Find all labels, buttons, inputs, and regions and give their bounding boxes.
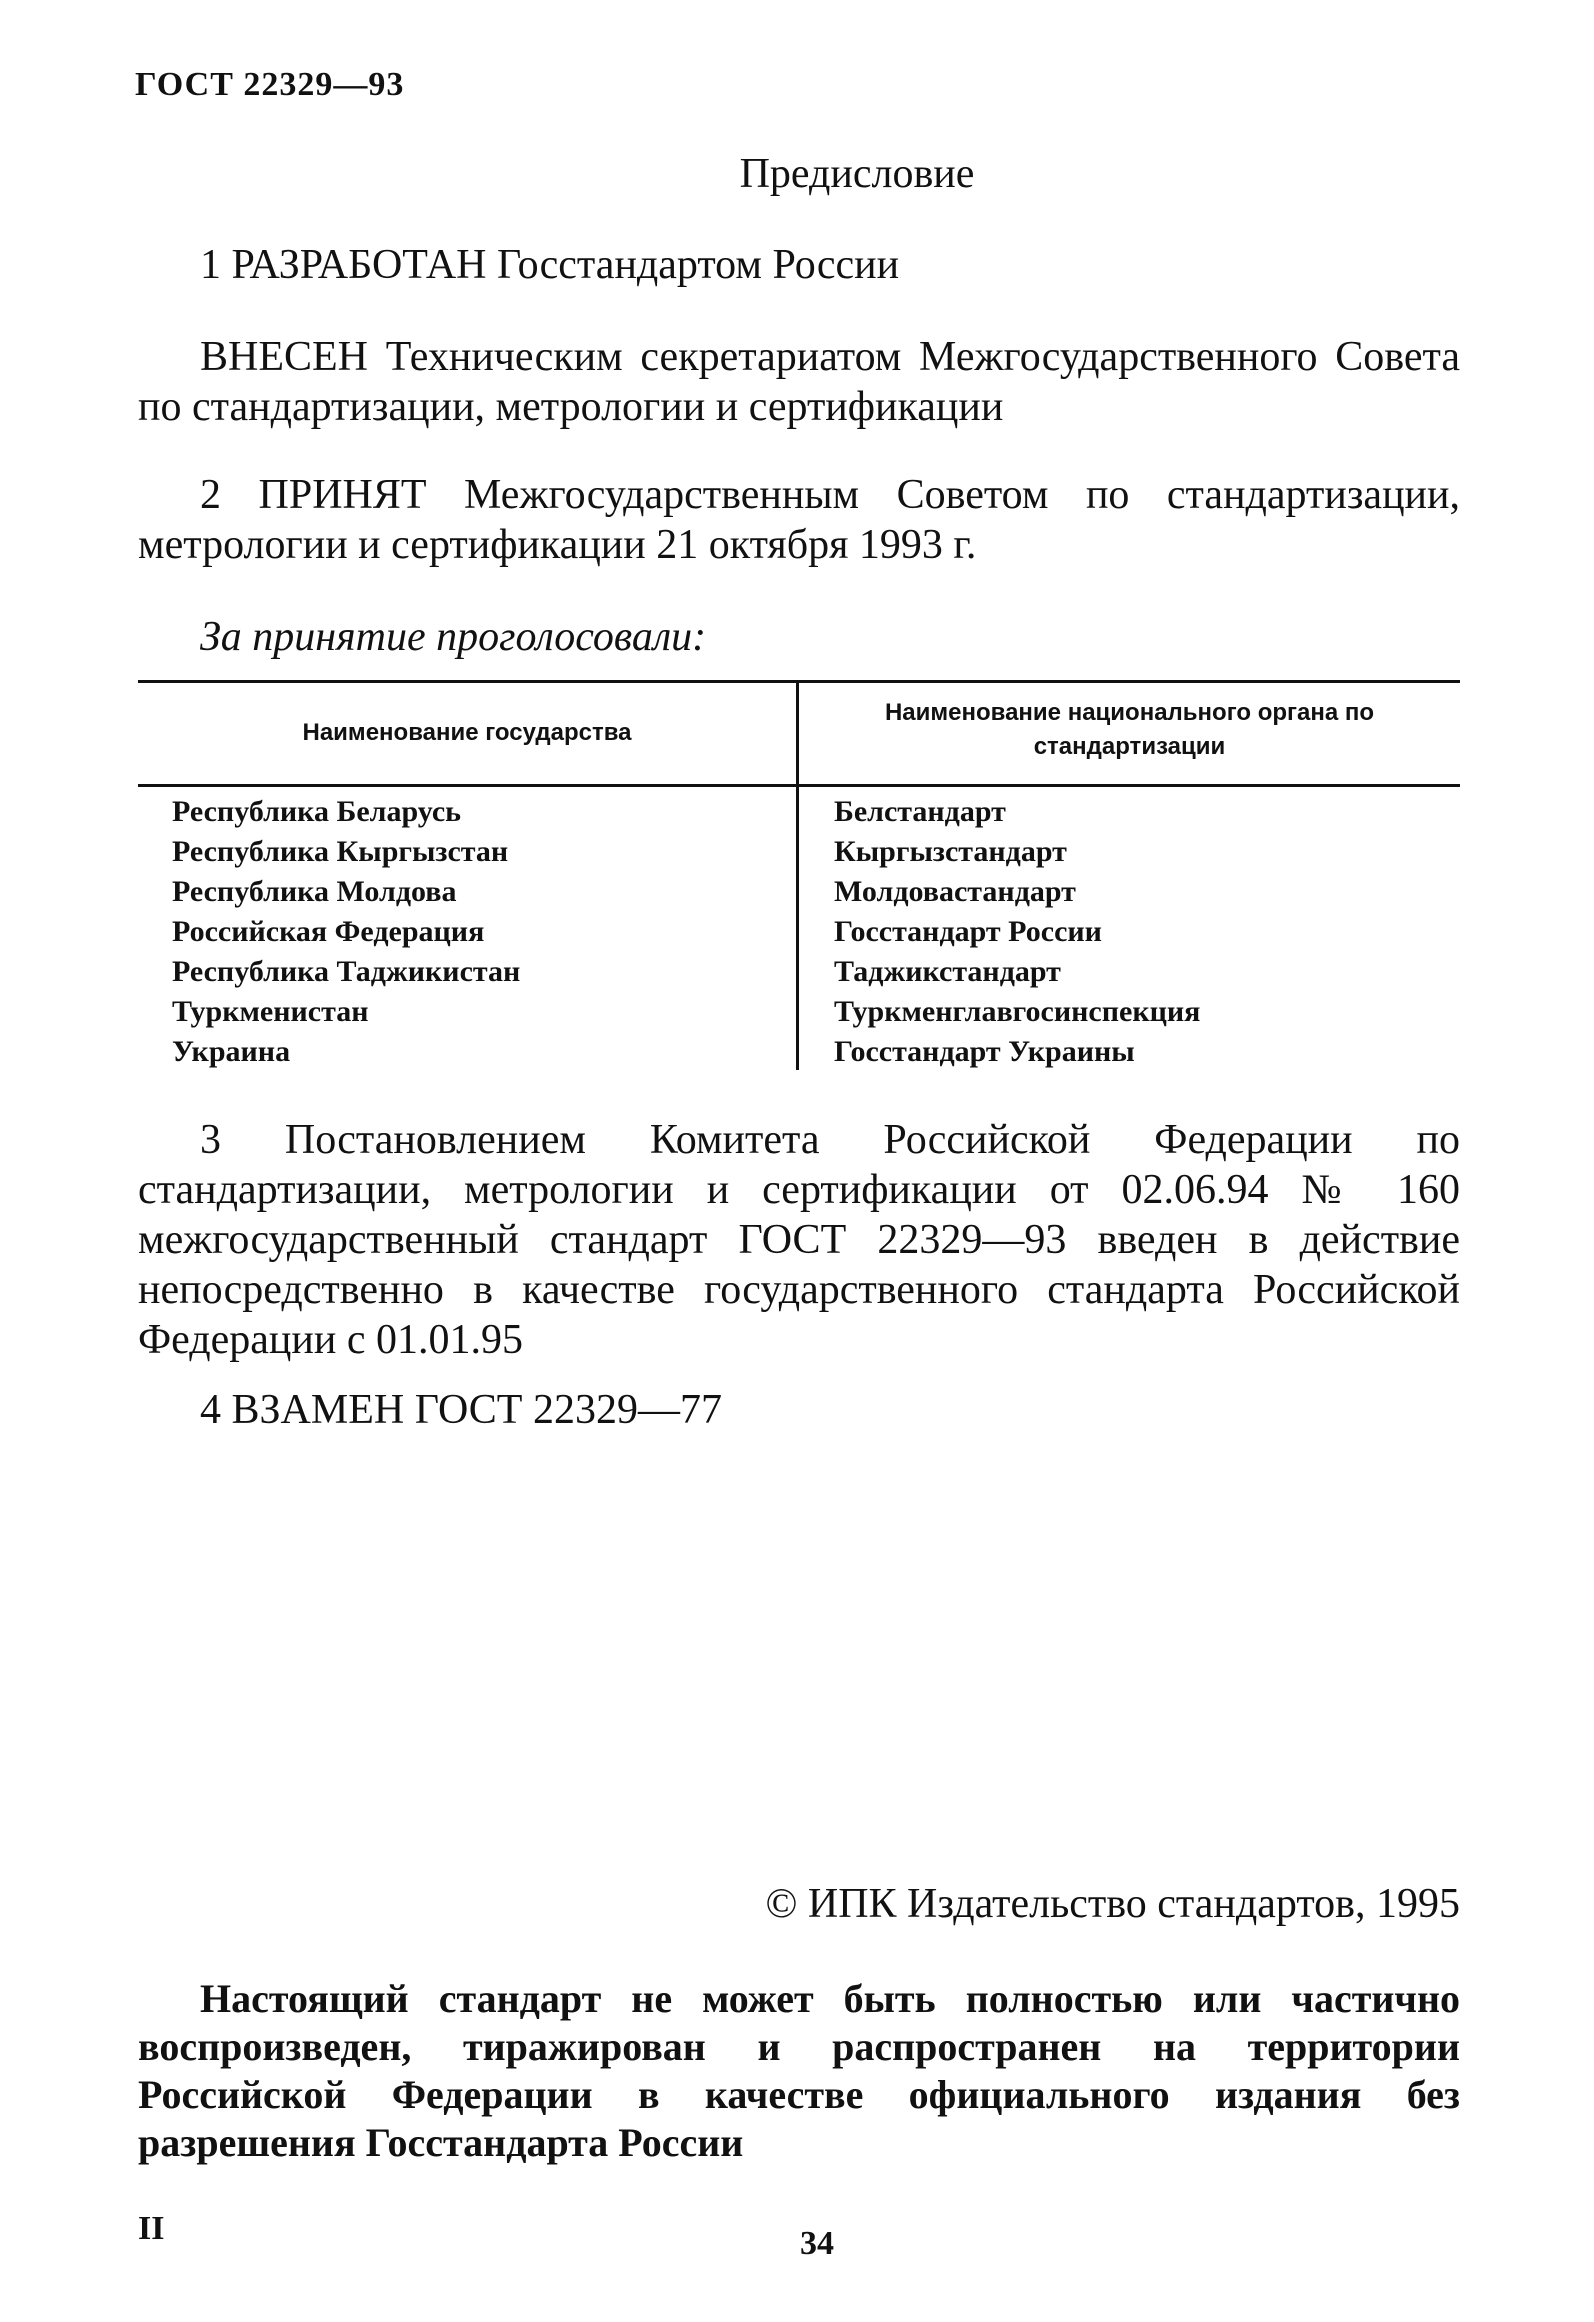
table-cell-state: Туркменистан bbox=[172, 995, 369, 1028]
paragraph-developed-by: 1 РАЗРАБОТАН Госстандартом России bbox=[200, 242, 900, 288]
reproduction-notice: Настоящий стандарт не может быть полностью или частично воспроизведен, тиражирован и распространен на территории Российской Федерации в качестве официального издания без разрешения Госстандарта России bbox=[138, 1976, 1460, 2165]
table-cell-body: Молдовастандарт bbox=[834, 875, 1076, 908]
voting-table bbox=[138, 680, 1460, 1080]
table-column-states bbox=[172, 792, 772, 1072]
edition-mark: II bbox=[138, 2210, 165, 2247]
table-header-body: Наименование национального органа по стандартизации bbox=[884, 699, 1375, 760]
table-cell-body: Кыргызстандарт bbox=[834, 835, 1067, 868]
table-column-bodies bbox=[834, 792, 1454, 1072]
paragraph-voted-for: За принятие проголосовали: bbox=[200, 614, 707, 660]
table-top-rule bbox=[138, 680, 1460, 683]
table-cell-state: Республика Таджикистан bbox=[172, 955, 521, 988]
paragraph-adopted-by: 2 ПРИНЯТ Межгосударственным Советом по стандартизации, метрологии и сертификации 21 октября 1993 г. bbox=[138, 472, 1460, 568]
page-number: 34 bbox=[800, 2225, 834, 2262]
page-title: Предисловие bbox=[739, 151, 975, 197]
paragraph-replaces: 4 ВЗАМЕН ГОСТ 22329—77 bbox=[200, 1387, 722, 1433]
paragraph-introduced-by: ВНЕСЕН Техническим секретариатом Межгосударственного Совета по стандартизации, метрологии и сертификации bbox=[138, 334, 1460, 430]
table-cell-state: Украина bbox=[172, 1035, 291, 1068]
table-cell-state: Республика Беларусь bbox=[172, 795, 462, 828]
copyright-line: © ИПК Издательство стандартов, 1995 bbox=[765, 1881, 1460, 1927]
table-cell-body: Госстандарт России bbox=[834, 915, 1102, 948]
table-header-state: Наименование государства bbox=[302, 719, 632, 746]
table-header-rule bbox=[138, 784, 1460, 787]
table-cell-body: Белстандарт bbox=[834, 795, 1006, 828]
table-cell-body: Таджикстандарт bbox=[834, 955, 1061, 988]
table-cell-state: Российская Федерация bbox=[172, 915, 485, 948]
table-cell-state: Республика Молдова bbox=[172, 875, 457, 908]
table-cell-state: Республика Кыргызстан bbox=[172, 835, 509, 868]
table-cell-body: Туркменглавгосинспекция bbox=[834, 995, 1201, 1028]
table-cell-body: Госстандарт Украины bbox=[834, 1035, 1135, 1068]
standard-code: ГОСТ 22329—93 bbox=[135, 66, 405, 103]
paragraph-resolution: 3 Постановлением Комитета Российской Федерации по стандартизации, метрологии и сертификации от 02.06.94 № 160 межгосударственный стандарт ГОСТ 22329—93 введен в действие непосредственно в качестве государственного стандарта Российской Федерации с 01.01.95 bbox=[138, 1117, 1460, 1363]
